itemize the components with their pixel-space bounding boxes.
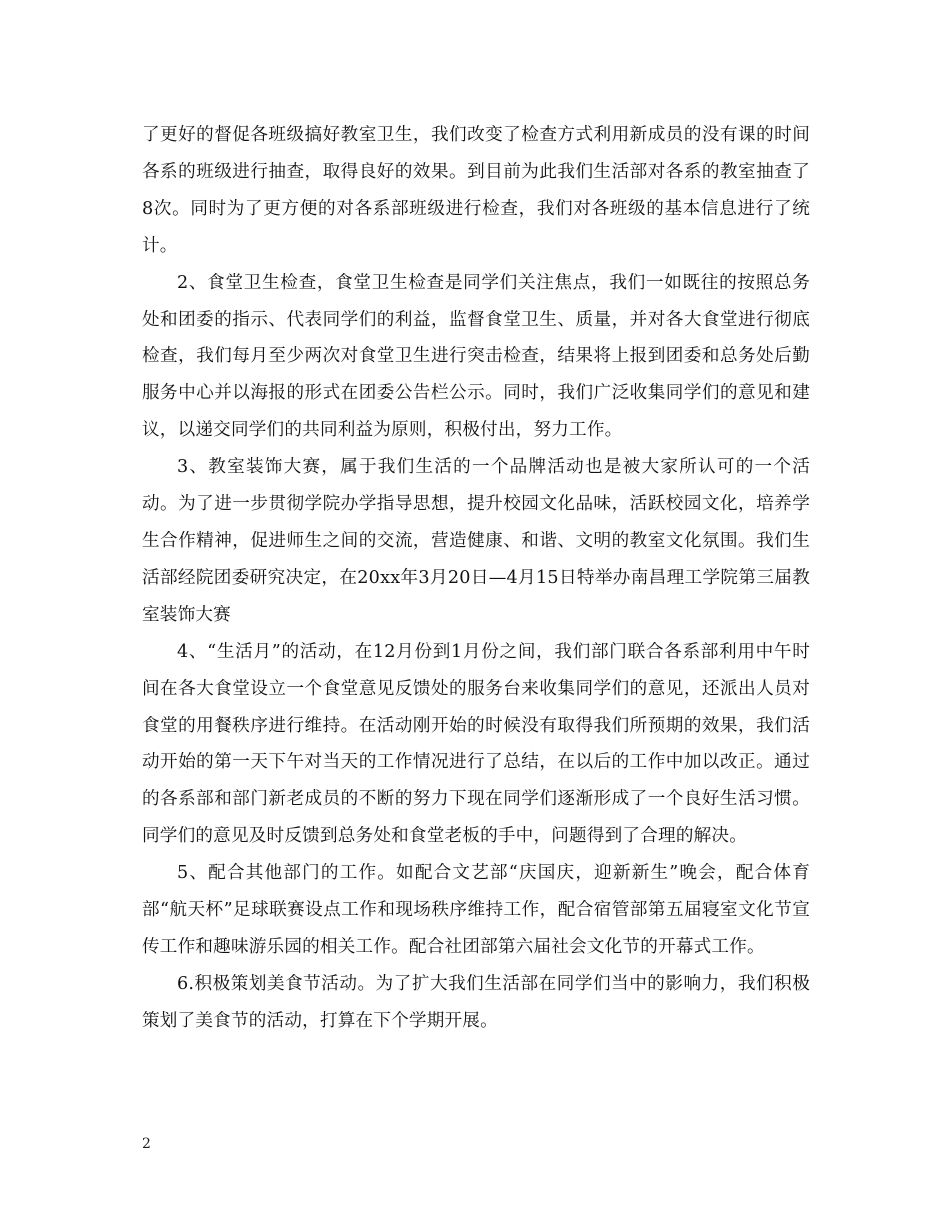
paragraph-5: 5、配合其他部门的工作。如配合文艺部“庆国庆，迎新新生”晚会，配合体育部“航天杯”足球联赛设点工作和现场秩序维持工作，配合宿管部第五届寝室文化节宣传工作和趣味游乐园的相关工作。配合社团部第六届社会文化节的开幕式工作。 [142,863,810,957]
paragraph-2: 2、食堂卫生检查，食堂卫生检查是同学们关注焦点，我们一如既往的按照总务处和团委的指示、代表同学们的利益，监督食堂卫生、质量，并对各大食堂进行彻底检查，我们每月至少两次对食堂卫生进行突击检查，结果将上报到团委和总务处后勤服务中心并以海报的形式在团委公告栏公示。同时，我们广泛收集同学们的意见和建议，以递交同学们的共同利益为原则，积极付出，努力工作。 [142,272,810,441]
page-number: 2 [142,1136,151,1152]
paragraph-6: 6.积极策划美食节活动。为了扩大我们生活部在同学们当中的影响力，我们积极策划了美食节的活动，打算在下个学期开展。 [142,973,810,1031]
document-body [142,117,810,1040]
paragraph-3: 3、教室装饰大赛，属于我们生活的一个品牌活动也是被大家所认可的一个活动。为了进一步贯彻学院办学指导思想，提升校园文化品味，活跃校园文化，培养学生合作精神，促进师生之间的交流，营造健康、和谐、文明的教室文化氛围。我们生活部经院团委研究决定，在20xx年3月20日—4月15日特举办南昌理工学院第三届教室装饰大赛 [142,457,810,625]
paragraph-1: 了更好的督促各班级搞好教室卫生，我们改变了检查方式利用新成员的没有课的时间各系的班级进行抽查，取得良好的效果。到目前为此我们生活部对各系的教室抽查了8次。同时为了更方便的对各系部班级进行检查，我们对各班级的基本信息进行了统计。 [142,125,810,256]
paragraph-4: 4、“生活月”的活动，在12月份到1月份之间，我们部门联合各系部利用中午时间在各大食堂设立一个食堂意见反馈处的服务台来收集同学们的意见，还派出人员对食堂的用餐秩序进行维持。在活动刚开始的时候没有取得我们所预期的效果，我们活动开始的第一天下午对当天的工作情况进行了总结，在以后的工作中加以改正。通过的各系部和部门新老成员的不断的努力下现在同学们逐渐形成了一个良好生活习惯。同学们的意见及时反馈到总务处和食堂老板的手中，问题得到了合理的解决。 [142,641,810,847]
